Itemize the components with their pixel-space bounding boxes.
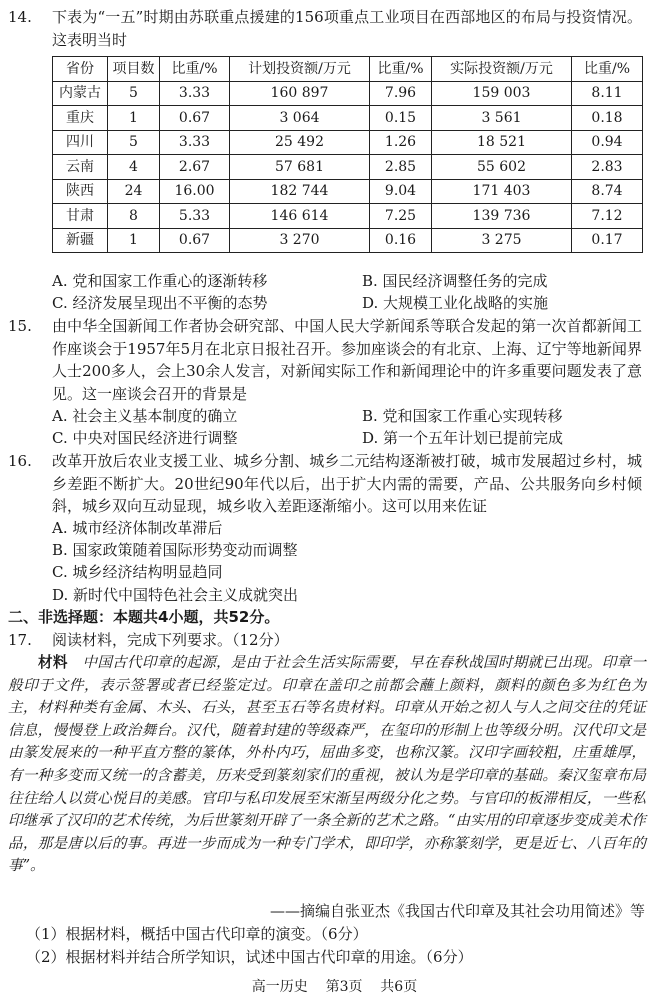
table-cell: 16.00 bbox=[160, 179, 230, 204]
table-cell: 0.15 bbox=[370, 106, 432, 131]
table-cell: 9.04 bbox=[370, 179, 432, 204]
q16-option-a[interactable]: A. 城市经济体制改革滞后 bbox=[52, 519, 223, 537]
table-header-cell: 省份 bbox=[53, 57, 108, 82]
q16-option-d[interactable]: D. 新时代中国特色社会主义成就突出 bbox=[52, 586, 299, 604]
table-cell: 2.83 bbox=[572, 155, 643, 180]
table-cell: 24 bbox=[108, 179, 160, 204]
q15-option-c[interactable]: C. 中央对国民经济进行调整 bbox=[52, 429, 238, 447]
table-cell: 182 744 bbox=[230, 179, 370, 204]
table-cell: 5 bbox=[108, 81, 160, 106]
table-row bbox=[53, 155, 643, 180]
table-header-cell: 实际投资额/万元 bbox=[432, 57, 572, 82]
table-cell: 1 bbox=[108, 228, 160, 253]
q14-option-d[interactable]: D. 大规模工业化战略的实施 bbox=[362, 294, 549, 312]
table-cell: 7.12 bbox=[572, 204, 643, 229]
table-header-cell: 比重/% bbox=[370, 57, 432, 82]
table-cell: 4 bbox=[108, 155, 160, 180]
table-header-cell: 计划投资额/万元 bbox=[230, 57, 370, 82]
table-cell: 8.11 bbox=[572, 81, 643, 106]
table-cell: 1.26 bbox=[370, 130, 432, 155]
table-cell: 5 bbox=[108, 130, 160, 155]
table-row bbox=[53, 130, 643, 155]
table-cell: 3.33 bbox=[160, 130, 230, 155]
table-cell: 2.85 bbox=[370, 155, 432, 180]
table-cell: 3.33 bbox=[160, 81, 230, 106]
table-cell: 3 270 bbox=[230, 228, 370, 253]
table-row bbox=[53, 179, 643, 204]
material-source: ——摘编自张亚杰《我国古代印章及其社会功用简述》等 bbox=[269, 902, 645, 920]
q14-option-b[interactable]: B. 国民经济调整任务的完成 bbox=[362, 272, 548, 290]
q17-prompt: 阅读材料，完成下列要求。（12分） bbox=[52, 631, 289, 649]
q15-number: 15. bbox=[8, 317, 32, 335]
page-footer: 高一历史 第3页 共6页 bbox=[251, 979, 418, 995]
table-cell: 160 897 bbox=[230, 81, 370, 106]
table-cell: 0.16 bbox=[370, 228, 432, 253]
table-cell: 55 602 bbox=[432, 155, 572, 180]
table-cell: 3 275 bbox=[432, 228, 572, 253]
table-cell: 3 561 bbox=[432, 106, 572, 131]
table-row bbox=[53, 106, 643, 131]
q17-subquestion-1: （1）根据材料，概括中国古代印章的演变。（6分） bbox=[26, 925, 368, 943]
material-body: 中国古代印章的起源，是由于社会生活实际需要，早在春秋战国时期就已出现。印章一般印于文件，表示签署或者已经鉴定过。印章在盖印之前都会蘸上颜料，颜料的颜色多为红色为主，材料种类有金属、木头、石头，甚至玉石等名贵材料。印章从开始之初人与人之间交往的凭证信息，慢慢登上政治舞台。汉代，随着封建的等级森严，在玺印的形制上也等级分明。汉代印文是由篆发展来的一种平直方整的篆体，外朴内巧，屈曲多变，也称汉篆。汉印字画较粗，庄重雄厚，有一种多变而又统一的含蓄美，历来受到篆刻家们的重视，被认为是学印章的基础。秦汉玺章布局往往给人以赏心悦目的美感。官印与私印发展至宋渐呈两级分化之势。与官印的板滞相反，一些私印继承了汉印的艺术传统，为后世篆刻开辟了一条全新的艺术之路。“由实用的印章逐步变成美术作品，那是唐以后的事。再进一步而成为一种专门学术，即印学，亦称篆刻学，更是近七、八百年的事”。 bbox=[8, 654, 646, 875]
table-cell: 3 064 bbox=[230, 106, 370, 131]
table-cell: 0.94 bbox=[572, 130, 643, 155]
material-label: 材料 bbox=[38, 654, 68, 671]
table-cell: 18 521 bbox=[432, 130, 572, 155]
q17-number: 17. bbox=[8, 631, 32, 649]
table-header-cell: 比重/% bbox=[572, 57, 643, 82]
table-cell: 甘肃 bbox=[53, 204, 108, 229]
q14-option-c[interactable]: C. 经济发展呈现出不平衡的态势 bbox=[52, 294, 268, 312]
section-heading: 二、非选择题：本题共4小题，共52分。 bbox=[8, 608, 280, 626]
table-cell: 159 003 bbox=[432, 81, 572, 106]
q16-number: 16. bbox=[8, 452, 32, 470]
table-cell: 5.33 bbox=[160, 204, 230, 229]
table-cell: 139 736 bbox=[432, 204, 572, 229]
q14-number: 14. bbox=[8, 8, 32, 26]
q15-option-b[interactable]: B. 党和国家工作重心实现转移 bbox=[362, 407, 563, 425]
table-row bbox=[53, 228, 643, 253]
q14-text: 下表为“一五”时期由苏联重点援建的156项重点工业项目在西部地区的布局与投资情况。这表明当时 bbox=[52, 8, 642, 49]
q15-option-d[interactable]: D. 第一个五年计划已提前完成 bbox=[362, 429, 564, 447]
table-cell: 8 bbox=[108, 204, 160, 229]
q16-option-b[interactable]: B. 国家政策随着国际形势变动而调整 bbox=[52, 541, 298, 559]
q17-material bbox=[8, 652, 646, 878]
q16-text: 改革开放后农业支援工业、城乡分割、城乡二元结构逐渐被打破，城市发展超过乡村，城乡差距不断扩大。20世纪90年代以后，出于扩大内需的需要，产品、公共服务向乡村倾斜，城乡双向互动显现，城乡收入差距逐渐缩小。这可以用来佐证 bbox=[52, 452, 642, 515]
table-header-row bbox=[53, 57, 643, 82]
table-cell: 重庆 bbox=[53, 106, 108, 131]
table-cell: 2.67 bbox=[160, 155, 230, 180]
table-cell: 陕西 bbox=[53, 179, 108, 204]
table-header-cell: 项目数 bbox=[108, 57, 160, 82]
table-cell: 0.67 bbox=[160, 106, 230, 131]
table-cell: 1 bbox=[108, 106, 160, 131]
table-cell: 0.67 bbox=[160, 228, 230, 253]
q14-option-a[interactable]: A. 党和国家工作重心的逐渐转移 bbox=[52, 272, 268, 290]
table-cell: 146 614 bbox=[230, 204, 370, 229]
q15-text: 由中华全国新闻工作者协会研究部、中国人民大学新闻系等联合发起的第一次首都新闻工作座谈会于1957年5月在北京日报社召开。参加座谈会的有北京、上海、辽宁等地新闻界人士200多人，会上30余人发言，对新闻实际工作和新闻理论中的许多重要问题发表了意见。这一座谈会召开的背景是 bbox=[52, 317, 642, 403]
table-header-cell: 比重/% bbox=[160, 57, 230, 82]
table-cell: 内蒙古 bbox=[53, 81, 108, 106]
q17-subquestion-2: （2）根据材料并结合所学知识，试述中国古代印章的用途。（6分） bbox=[26, 948, 473, 966]
table-row bbox=[53, 81, 643, 106]
table-cell: 0.17 bbox=[572, 228, 643, 253]
table-cell: 新疆 bbox=[53, 228, 108, 253]
table-cell: 云南 bbox=[53, 155, 108, 180]
table-cell: 7.96 bbox=[370, 81, 432, 106]
table-cell: 7.25 bbox=[370, 204, 432, 229]
q14-investment-table bbox=[52, 56, 643, 253]
q16-option-c[interactable]: C. 城乡经济结构明显趋同 bbox=[52, 563, 223, 581]
q15-option-a[interactable]: A. 社会主义基本制度的确立 bbox=[52, 407, 238, 425]
table-cell: 8.74 bbox=[572, 179, 643, 204]
table-cell: 25 492 bbox=[230, 130, 370, 155]
table-cell: 四川 bbox=[53, 130, 108, 155]
table-cell: 57 681 bbox=[230, 155, 370, 180]
table-cell: 0.18 bbox=[572, 106, 643, 131]
table-row bbox=[53, 204, 643, 229]
table-cell: 171 403 bbox=[432, 179, 572, 204]
